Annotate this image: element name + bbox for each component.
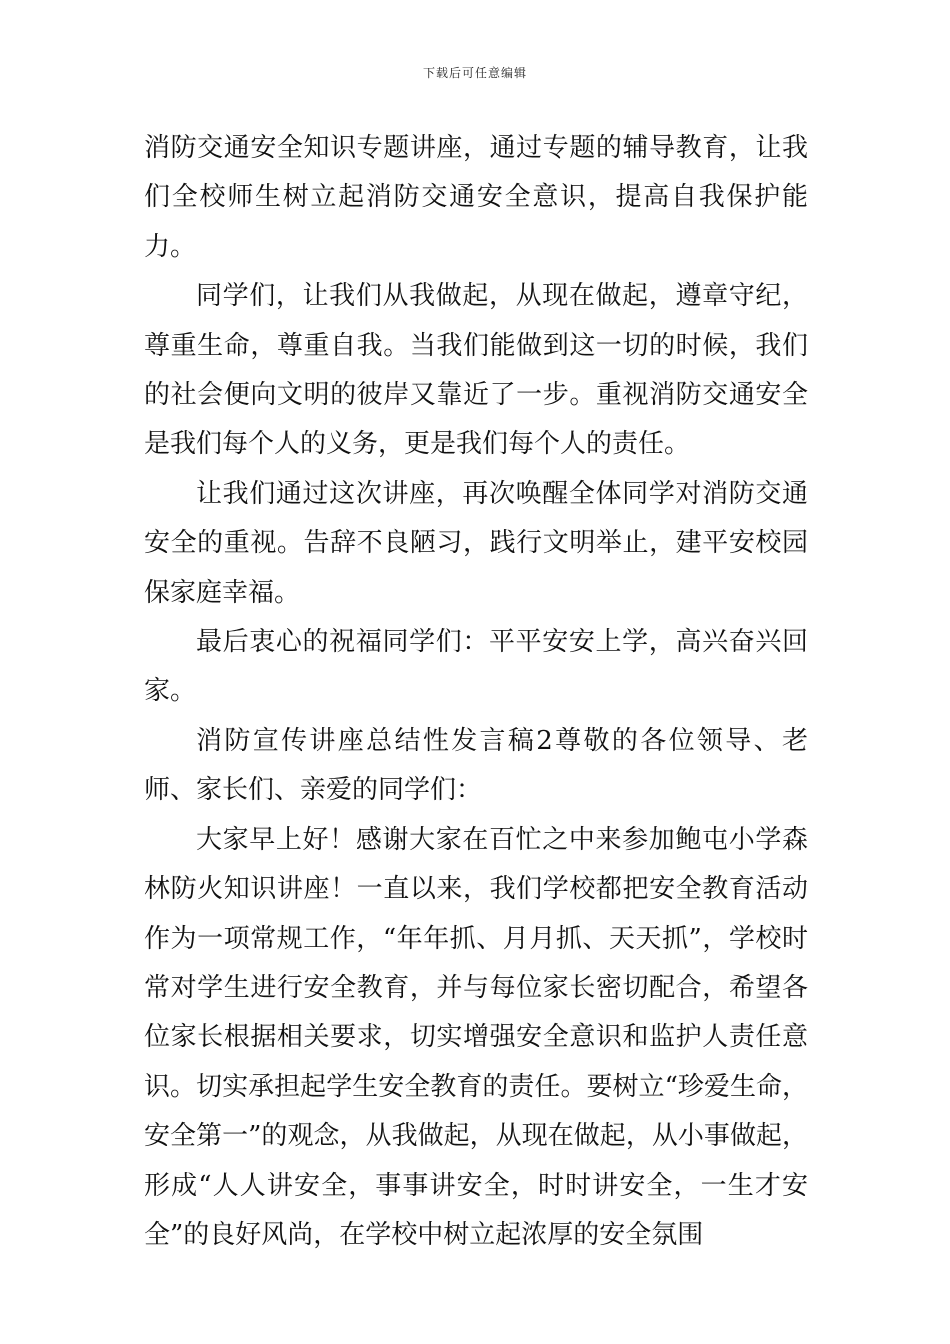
- paragraph-5: 消防宣传讲座总结性发言稿2尊敬的各位领导、老师、家长们、亲爱的同学们：: [144, 725, 808, 806]
- page-header-note: 下载后可任意编辑: [422, 66, 527, 80]
- paragraph-4: 最后衷心的祝福同学们：平平安安上学，高兴奋兴回家。: [144, 627, 808, 707]
- paragraph-1: 消防交通安全知识专题讲座，通过专题的辅导教育，让我们全校师生树立起消防交通安全意识，提高自我保护能力。: [144, 133, 808, 262]
- paragraph-3: 让我们通过这次讲座，再次唤醒全体同学对消防交通安全的重视。告辞不良陋习，践行文明举止，建平安校园保家庭幸福。: [144, 478, 808, 608]
- document-body: [144, 124, 808, 1260]
- paragraph-2: 同学们，让我们从我做起，从现在做起，遵章守纪，尊重生命，尊重自我。当我们能做到这一切的时候，我们的社会便向文明的彼岸又靠近了一步。重视消防交通安全是我们每个人的义务，更是我们每个人的责任。: [144, 281, 808, 460]
- paragraph-6: 大家早上好！感谢大家在百忙之中来参加鲍屯小学森林防火知识讲座！一直以来，我们学校都把安全教育活动作为一项常规工作，“年年抓、月月抓、天天抓”，学校时常对学生进行安全教育，并与每位家长密切配合，希望各位家长根据相关要求，切实增强安全意识和监护人责任意识。切实承担起学生安全教育的责任。要树立“珍爱生命，安全第一”的观念，从我做起，从现在做起，从小事做起，形成“人人讲安全，事事讲安全，时时讲安全，一生才安全”的良好风尚，在学校中树立起浓厚的安全氛围: [144, 824, 808, 1250]
